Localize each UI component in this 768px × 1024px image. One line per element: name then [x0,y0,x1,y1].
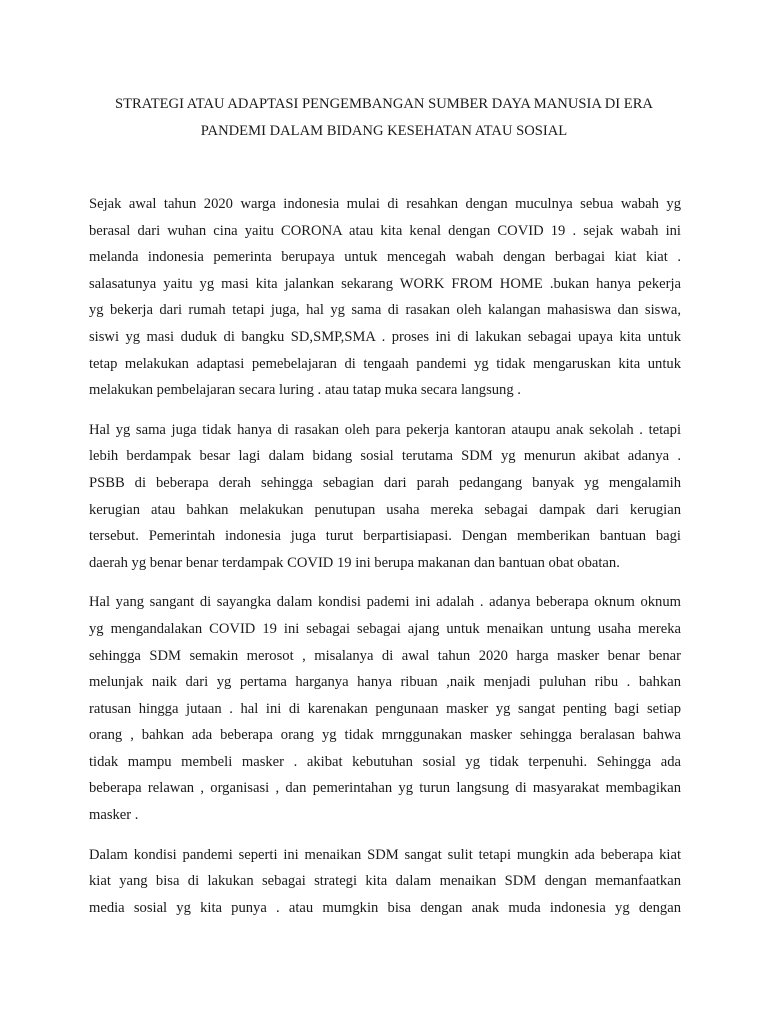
paragraph-line: yg bekerja dari rumah tetapi juga, hal yg sama di rasakan oleh kalangan mahasiswa dan siswa, [89,302,681,319]
paragraph-line: Dalam kondisi pandemi seperti ini menaikan SDM sangat sulit tetapi mungkin ada beberapa kiat [89,846,681,863]
paragraph-line: yg mengandalakan COVID 19 ini sebagai sebagai ajang untuk menaikan untung usaha mereka [89,620,681,637]
paragraph-line: sehingga SDM semakin merosot , misalanya di awal tahun 2020 harga masker benar benar [89,647,681,664]
paragraph [89,842,681,922]
paragraph [89,191,681,404]
paragraph-line: siswi yg masi duduk di bangku SD,SMP,SMA . proses ini di lakukan sebagai upaya kita untuk [89,328,681,345]
paragraph-line: masker . [89,807,139,824]
paragraph-line: daerah yg benar benar terdampak COVID 19 ini berupa makanan dan bantuan obat obatan. [89,554,620,571]
paragraph-line: media sosial yg kita punya . atau mumgkin bisa dengan anak muda indonesia yg dengan [89,899,681,916]
paragraph-line: beberapa relawan , organisasi , dan pemerintahan yg turun langsung di masyarakat membagikan [89,780,681,797]
paragraph-line: Sejak awal tahun 2020 warga indonesia mulai di resahkan dengan muculnya sebua wabah yg [89,196,681,212]
title-line: STRATEGI ATAU ADAPTASI PENGEMBANGAN SUMBER DAYA MANUSIA DI ERA [115,96,653,112]
paragraph-line: berasal dari wuhan cina yaitu CORONA atau kita kenal dengan COVID 19 . sejak wabah ini [89,222,681,239]
paragraph-line: orang , bahkan ada beberapa orang yg tidak mrnggunakan masker sehingga beralasan bahwa [89,727,681,744]
paragraph-line: kiat yang bisa di lakukan sebagai strategi kita dalam menaikan SDM dengan memanfaatkan [89,873,681,890]
paragraph-line: ratusan hingga jutaan . hal ini di karenakan pengunaan masker yg sangat penting bagi setiap [89,700,681,717]
paragraph-line: tidak mampu membeli masker . akibat kebutuhan sosial yg tidak terpenuhi. Sehingga ada [89,753,681,770]
paragraph [89,417,681,577]
paragraph-line: tersebut. Pemerintah indonesia juga turut berpartisiapasi. Dengan memberikan bantuan bagi [89,528,681,545]
title-line: PANDEMI DALAM BIDANG KESEHATAN ATAU SOSIAL [200,123,568,139]
document-body [89,191,681,934]
paragraph-line: melakukan pembelajaran secara luring . atau tatap muka secara langsung . [89,382,521,399]
paragraph-line: Hal yang sangant di sayangka dalam kondisi pademi ini adalah . adanya beberapa oknum oknum [89,594,681,611]
paragraph-line: salasatunya yaitu yg masi kita jalankan sekarang WORK FROM HOME .bukan hanya pekerja [89,275,681,292]
paragraph [89,589,681,828]
paragraph-line: tetap melakukan adaptasi pemebelajaran di tengaah pandemi yg tidak mengaruskan kita untuk [89,355,681,372]
paragraph-line: melanda indonesia pemerinta berupaya untuk mencegah wabah dengan berbagai kiat kiat . [89,249,681,266]
paragraph-line: Hal yg sama juga tidak hanya di rasakan oleh para pekerja kantoran ataupu anak sekolah . tetapi [89,421,681,438]
document-title [88,91,680,145]
paragraph-line: melunjak naik dari yg pertama harganya hanya ribuan ,naik menjadi puluhan ribu . bahkan [89,674,681,691]
paragraph-line: kerugian atau bahkan melakukan penutupan usaha mereka sebagai dampak dari kerugian [89,501,681,518]
paragraph-line: PSBB di beberapa derah sehingga sebagian dari parah pedangang banyak yg mengalamih [89,474,681,491]
paragraph-line: lebih berdampak besar lagi dalam bidang sosial terutama SDM yg menurun akibat adanya . [89,448,681,465]
